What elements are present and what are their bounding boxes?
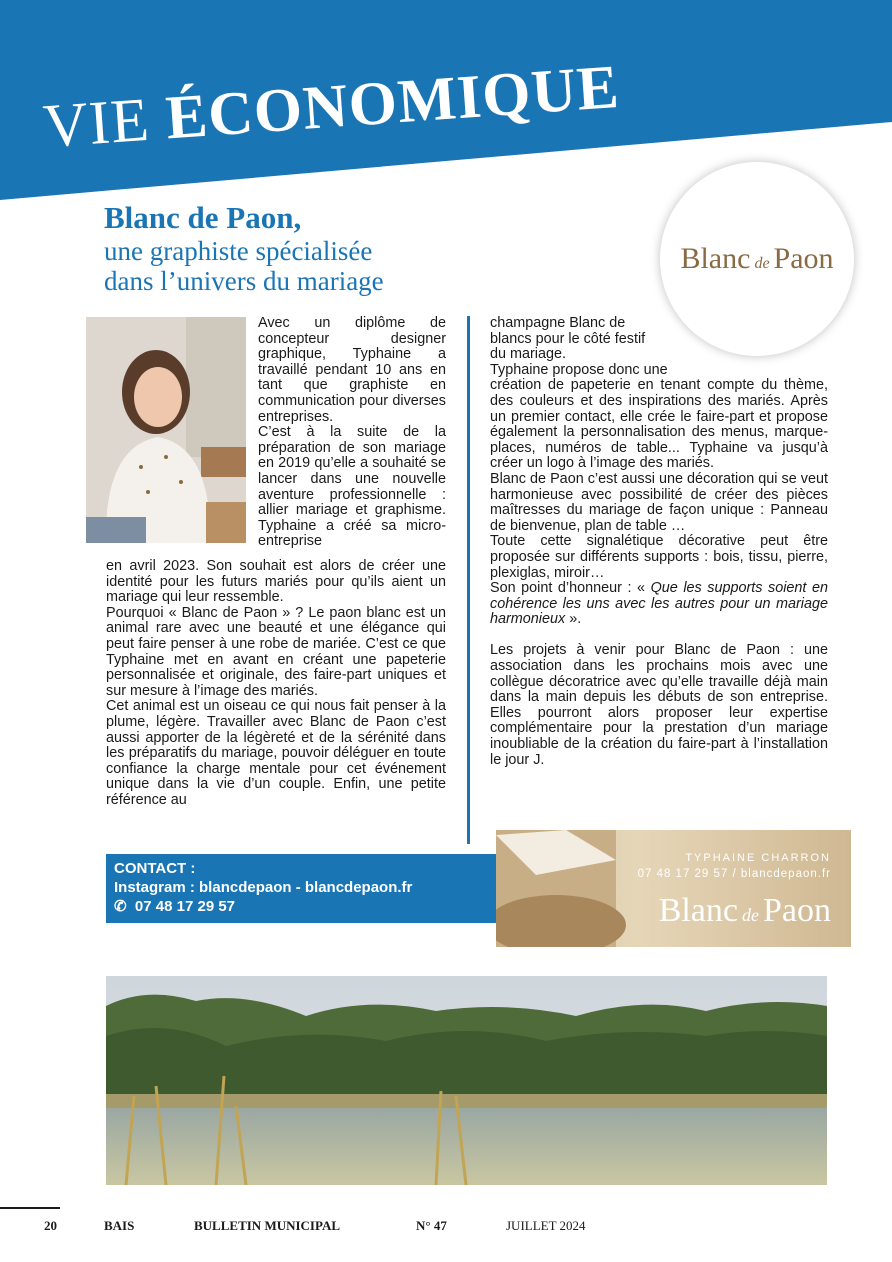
- paragraph-gap: [490, 628, 828, 644]
- article-paragraph: Blanc de Paon c’est aussi une décoration qui se veut harmonieuse avec possibilité de créer des pièces maîtresses du mariage de façon unique : Panneau de bienvenue, plan de table …: [490, 470, 828, 534]
- quote-end: ».: [565, 611, 582, 628]
- article-paragraph: Toute cette signalétique décorative peut être proposée sur différents supports : bois, tissu, pierre, plexiglas, miroir…: [490, 533, 828, 581]
- logo-word-de: de: [754, 255, 770, 272]
- lake-landscape-photo: [106, 976, 827, 1185]
- logo-word-1: Blanc: [680, 242, 751, 275]
- article-line: du mariage.: [490, 346, 566, 363]
- section-title-second: ÉCONOMIQUE: [163, 52, 622, 153]
- article-subtitle-line-2: dans l’univers du mariage: [104, 266, 384, 296]
- quote-text: Que les supports soient en cohérence les uns avec les autres pour un mariage harmonieux: [490, 580, 828, 628]
- contact-phone-row: [114, 897, 488, 916]
- article-paragraph: C’est à la suite de la préparation de son mariage en 2019 qu’elle a souhaité se lancer dans une nouvelle aventure professionnelle : allier mariage et graphisme. Typhaine a créé sa micro-entreprise: [258, 424, 446, 550]
- card-brand-word-2: Paon: [763, 892, 831, 929]
- contact-heading: CONTACT :: [114, 860, 196, 877]
- article-paragraph: Cet animal est un oiseau ce qui nous fait penser à la plume, légère. Travailler avec Blanc de Paon c’est aussi apporter de la légèreté et de la sérénité dans les préparatifs du mariage, pouvoir déléguer en toute confiance la charge mentale pour cet événement unique dans la vie d’un couple. Enfin, une petite référence au: [106, 698, 446, 808]
- article-paragraph: en avril 2023. Son souhait est alors de créer une identité pour les futurs mariés pour qu’ils aient un mariage qui leur ressemble.: [106, 558, 446, 606]
- article-line: blancs pour le côté festif: [490, 330, 646, 347]
- article-title: Blanc de Paon,: [104, 200, 302, 235]
- card-brand-word-1: Blanc: [658, 892, 738, 929]
- page-number: 20: [44, 1218, 57, 1233]
- article-headline: [104, 200, 504, 296]
- article-paragraph-quote: [490, 581, 828, 628]
- contact-box: [106, 854, 496, 923]
- logo-word-2: Paon: [773, 242, 834, 275]
- portrait-photo: [86, 317, 246, 543]
- section-title-first: VIE: [41, 85, 152, 162]
- article-line: champagne Blanc de: [490, 315, 626, 331]
- contact-instagram[interactable]: Instagram : blancdepaon - blancdepaon.fr: [114, 879, 413, 896]
- article-column-left-narrow: [258, 316, 446, 550]
- footer-issue: N° 47: [416, 1218, 447, 1233]
- business-card-image: [496, 830, 851, 947]
- footer-town: BAIS: [104, 1218, 135, 1233]
- article-line: Typhaine propose donc une: [490, 361, 668, 378]
- logo-wordmark: [680, 242, 833, 276]
- card-brand-de: de: [742, 905, 759, 925]
- article-paragraph: Les projets à venir pour Blanc de Paon : une association dans les prochains mois avec une collègue décoratrice avec qu’elle travaille déjà main dans la main depuis les débuts de son entreprise. Elles pourront alors proposer leur expertise complémentaire pour la prestation d’un mariage inoubliable de la création du faire-part à l’installation le jour J.: [490, 642, 828, 768]
- card-info: 07 48 17 29 57 / blancdepaon.fr: [637, 868, 831, 880]
- footer-date: JUILLET 2024: [506, 1218, 586, 1233]
- article-column-left-wide: [106, 559, 446, 809]
- column-divider: [467, 316, 470, 844]
- phone-icon: ✆: [114, 898, 127, 915]
- footer-publication: BULLETIN MUNICIPAL: [194, 1218, 341, 1233]
- quote-lead: Son point d’honneur : «: [490, 580, 651, 597]
- article-subtitle-line-1: une graphiste spécialisée: [104, 236, 373, 266]
- card-brand: [659, 892, 831, 930]
- footer-rule: [0, 1207, 60, 1209]
- article-paragraph: Pourquoi « Blanc de Paon » ? Le paon blanc est un animal rare avec une beauté et une élégance qui peut faire penser à une robe de mariée. C’est ce que Typhaine met en avant en créant une papeterie personnalisée et originale, des faire-part uniques et sur mesure à l’image des mariés.: [106, 604, 446, 699]
- contact-phone[interactable]: 07 48 17 29 57: [134, 898, 236, 915]
- article-paragraph: Avec un diplôme de concepteur designer graphique, Typhaine a travaillé pendant 10 ans en tant que graphiste en communication pour diverses entreprises.: [258, 315, 446, 425]
- article-paragraph: création de papeterie en tenant compte du thème, des couleurs et des inspirations des mariés. Après un premier contact, elle crée le faire-part et propose également la personnalisation des menus, marque-places, numéros de table... Typhaine va jusqu’à créer un logo à l’image des mariés.: [490, 377, 828, 472]
- article-column-right: [490, 316, 828, 768]
- card-name: TYPHAINE CHARRON: [685, 852, 831, 864]
